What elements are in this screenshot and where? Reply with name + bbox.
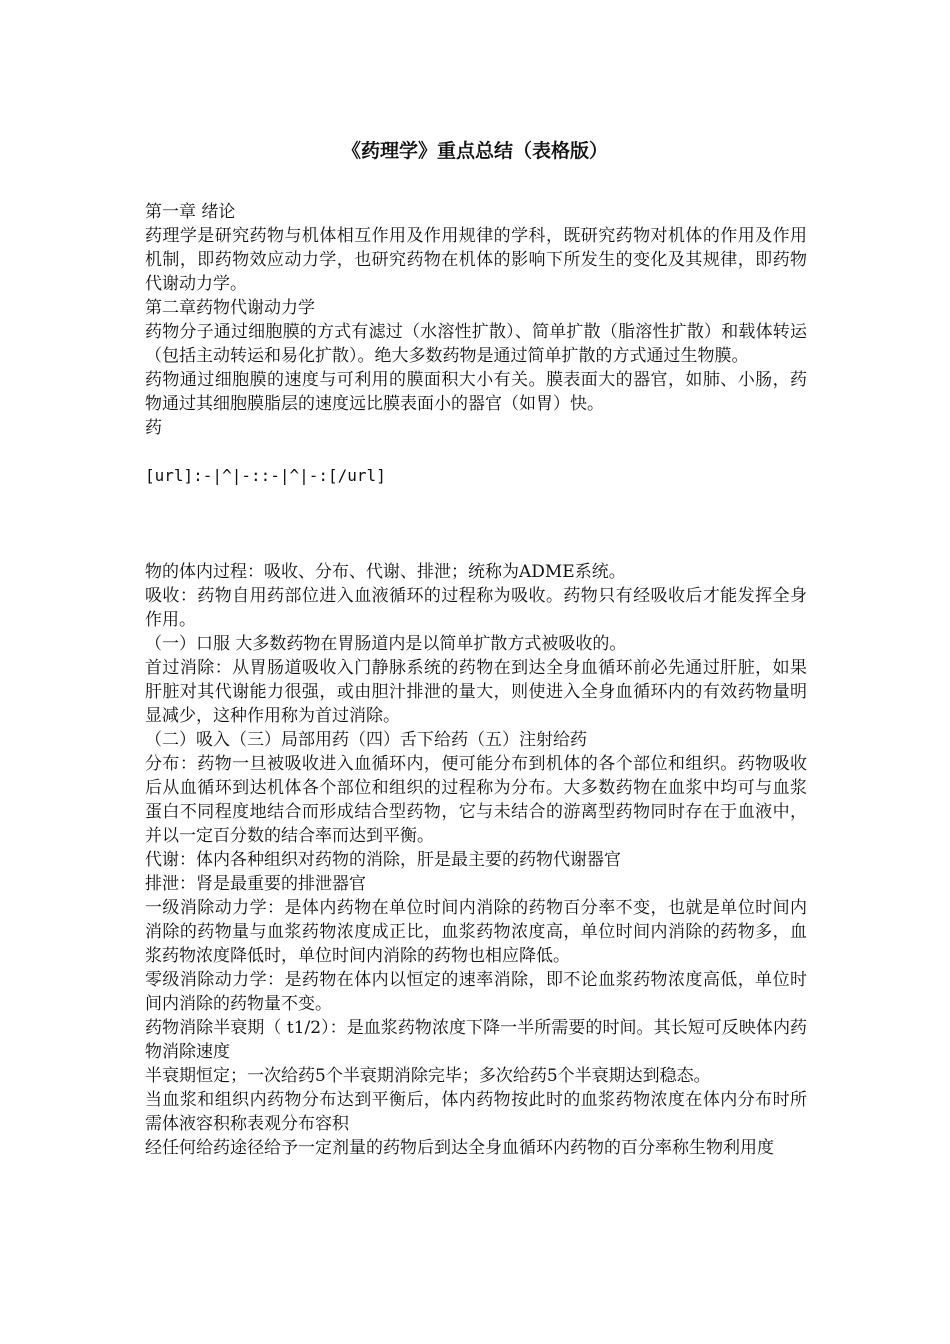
blank-line: [145, 440, 807, 464]
document-body: [145, 200, 807, 1160]
paragraph-first-pass: 首过消除：从胃肠道吸收入门静脉系统的药物在到达全身血循环前必先通过肝脏，如果肝脏对其代谢能力很强，或由胆汁排泄的量大，则使进入全身血循环内的有效药物量明显减少，这种作用称为首过消除。: [145, 658, 807, 726]
chapter-heading-2: 第二章药物代谢动力学: [145, 298, 315, 318]
document-title: 《药理学》重点总结（表格版）: [341, 140, 608, 162]
paragraph-first-order: 一级消除动力学：是体内药物在单位时间内消除的药物百分率不变，也就是单位时间内消除的药物量与血浆药物浓度成正比，血浆药物浓度高，单位时间内消除的药物多，血浆药物浓度降低时，单位时间内消除的药物也相应降低。: [145, 898, 807, 966]
paragraph-adme: 物的体内过程：吸收、分布、代谢、排泄；统称为ADME系统。: [145, 562, 626, 582]
paragraph-absorption: 吸收：药物自用药部位进入血液循环的过程称为吸收。药物只有经吸收后才能发挥全身作用。: [145, 586, 807, 630]
paragraph-fragment: 药: [145, 418, 162, 438]
url-markup-line: [url]:-|^|-::-|^|-:[/url]: [145, 466, 386, 485]
chapter-heading-1: 第一章 绪论: [145, 202, 236, 222]
paragraph-distribution: 分布：药物一旦被吸收进入血循环内，便可能分布到机体的各个部位和组织。药物吸收后从血循环到达机体各个部位和组织的过程称为分布。大多数药物在血浆中均可与血浆蛋白不同程度地结合而形成结合型药物，它与未结合的游离型药物同时存在于血液中，并以一定百分数的结合率而达到平衡。: [145, 754, 807, 846]
paragraph-volume-distribution: 当血浆和组织内药物分布达到平衡后，体内药物按此时的血浆药物浓度在体内分布时所需体液容积称表观分布容积: [145, 1090, 807, 1134]
paragraph-routes: （二）吸入（三）局部用药（四）舌下给药（五）注射给药: [145, 730, 587, 750]
paragraph-bioavailability: 经任何给药途径给予一定剂量的药物后到达全身血循环内药物的百分率称生物利用度: [145, 1138, 774, 1158]
paragraph-half-life: 药物消除半衰期（ t1/2）：是血浆药物浓度下降一半所需要的时间。其长短可反映体内药物消除速度: [145, 1018, 807, 1062]
paragraph-half-life-rules: 半衰期恒定；一次给药5个半衰期消除完毕；多次给药5个半衰期达到稳态。: [145, 1066, 711, 1086]
paragraph-oral: （一）口服 大多数药物在胃肠道内是以简单扩散方式被吸收的。: [145, 634, 627, 654]
paragraph-excretion: 排泄：肾是最重要的排泄器官: [145, 874, 366, 894]
paragraph-membrane-transport: 药物分子通过细胞膜的方式有滤过（水溶性扩散）、简单扩散（脂溶性扩散）和载体转运（包括主动转运和易化扩散）。绝大多数药物是通过简单扩散的方式通过生物膜。: [145, 322, 807, 366]
paragraph-pharmacology-definition: 药理学是研究药物与机体相互作用及作用规律的学科，既研究药物对机体的作用及作用机制，即药物效应动力学，也研究药物在机体的影响下所发生的变化及其规律，即药物代谢动力学。: [145, 226, 807, 294]
paragraph-metabolism: 代谢：体内各种组织对药物的消除，肝是最主要的药物代谢器官: [145, 850, 621, 870]
paragraph-zero-order: 零级消除动力学：是药物在体内以恒定的速率消除，即不论血浆药物浓度高低，单位时间内消除的药物量不变。: [145, 970, 807, 1014]
paragraph-membrane-area: 药物通过细胞膜的速度与可利用的膜面积大小有关。膜表面大的器官，如肺、小肠，药物通过其细胞膜脂层的速度远比膜表面小的器官（如胃）快。: [145, 370, 807, 414]
blank-space: [145, 488, 807, 560]
